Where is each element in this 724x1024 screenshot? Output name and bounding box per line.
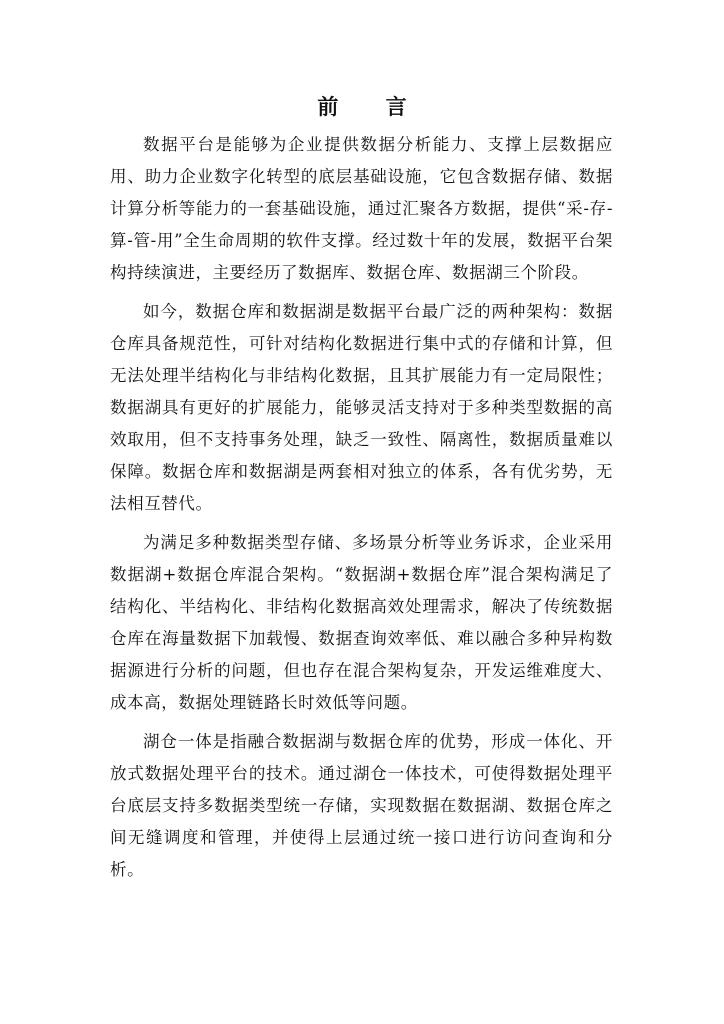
document-body <box>110 129 613 886</box>
paragraph-4: 湖仓一体是指融合数据湖与数据仓库的优势，形成一体化、开放式数据处理平台的技术。通过湖仓一体技术，可使得数据处理平台底层支持多数据类型统一存储，实现数据在数据湖、数据仓库之间无缝调度和管理，并使得上层通过统一接口进行访问查询和分析。 <box>110 732 613 879</box>
page-title: 前 言 <box>317 94 427 119</box>
paragraph-1: 数据平台是能够为企业提供数据分析能力、支撑上层数据应用、助力企业数字化转型的底层基础设施，它包含数据存储、数据计算分析等能力的一套基础设施，通过汇聚各方数据，提供“采-存-算-管-用”全生命周期的软件支撑。经过数十年的发展，数据平台架构持续演进，主要经历了数据库、数据仓库、数据湖三个阶段。 <box>110 135 613 282</box>
paragraph-2: 如今，数据仓库和数据湖是数据平台最广泛的两种架构：数据仓库具备规范性，可针对结构化数据进行集中式的存储和计算，但无法处理半结构化与非结构化数据，且其扩展能力有一定局限性；数据湖具有更好的扩展能力，能够灵活支持对于多种类型数据的高效取用，但不支持事务处理，缺乏一致性、隔离性，数据质量难以保障。数据仓库和数据湖是两套相对独立的体系，各有优劣势，无法相互替代。 <box>110 302 613 513</box>
paragraph-3: 为满足多种数据类型存储、多场景分析等业务诉求，企业采用数据湖+数据仓库混合架构。“数据湖+数据仓库”混合架构满足了结构化、半结构化、非结构化数据高效处理需求，解决了传统数据仓库在海量数据下加载慢、数据查询效率低、难以融合多种异构数据源进行分析的问题，但也存在混合架构复杂，开发运维难度大、成本高，数据处理链路长时效低等问题。 <box>110 533 613 712</box>
